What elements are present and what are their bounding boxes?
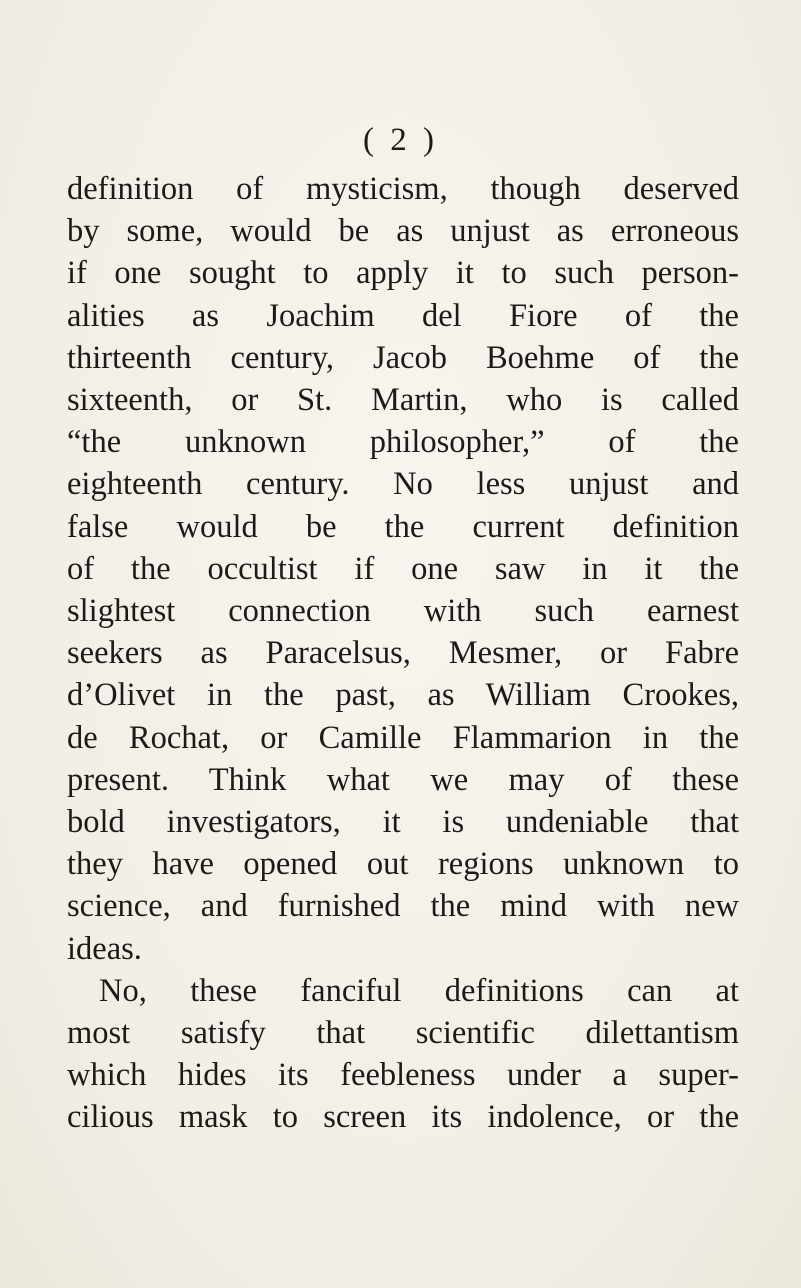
text-line: of the occultist if one saw in it the — [67, 550, 739, 587]
text-line: definition of mysticism, though deserved — [67, 171, 739, 207]
page-number: ( 2 ) — [363, 122, 438, 158]
text-line: alities as Joachim del Fiore of the — [67, 297, 739, 334]
text-line: which hides its feebleness under a super- — [67, 1057, 739, 1094]
text-line: cilious mask to screen its indolence, or the — [67, 1099, 739, 1136]
text-line: by some, would be as unjust as erroneous — [67, 213, 739, 250]
text-line: “the unknown philosopher,” of the — [67, 424, 739, 461]
text-line: de Rochat, or Camille Flammarion in the — [67, 719, 739, 756]
text-line: most satisfy that scientific dilettantism — [67, 1015, 739, 1052]
text-line: if one sought to apply it to such person- — [67, 255, 739, 292]
text-line: science, and furnished the mind with new — [67, 888, 739, 925]
text-line: ideas. — [67, 930, 142, 967]
body-text — [67, 168, 739, 1139]
paragraph-1 — [67, 168, 739, 970]
paragraph-2 — [67, 970, 739, 1139]
text-line: No, these fanciful definitions can at — [99, 972, 739, 1009]
text-line: slightest connection with such earnest — [67, 593, 739, 630]
text-line: d’Olivet in the past, as William Crookes, — [67, 677, 739, 714]
text-line: present. Think what we may of these — [67, 761, 739, 798]
text-line: seekers as Paracelsus, Mesmer, or Fabre — [67, 635, 739, 672]
text-line: eighteenth century. No less unjust and — [67, 466, 739, 503]
text-line: they have opened out regions unknown to — [67, 846, 739, 883]
text-line: sixteenth, or St. Martin, who is called — [67, 382, 739, 419]
text-line: thirteenth century, Jacob Boehme of the — [67, 339, 739, 376]
text-line: false would be the current definition — [67, 508, 739, 545]
text-line: bold investigators, it is undeniable that — [67, 804, 739, 841]
